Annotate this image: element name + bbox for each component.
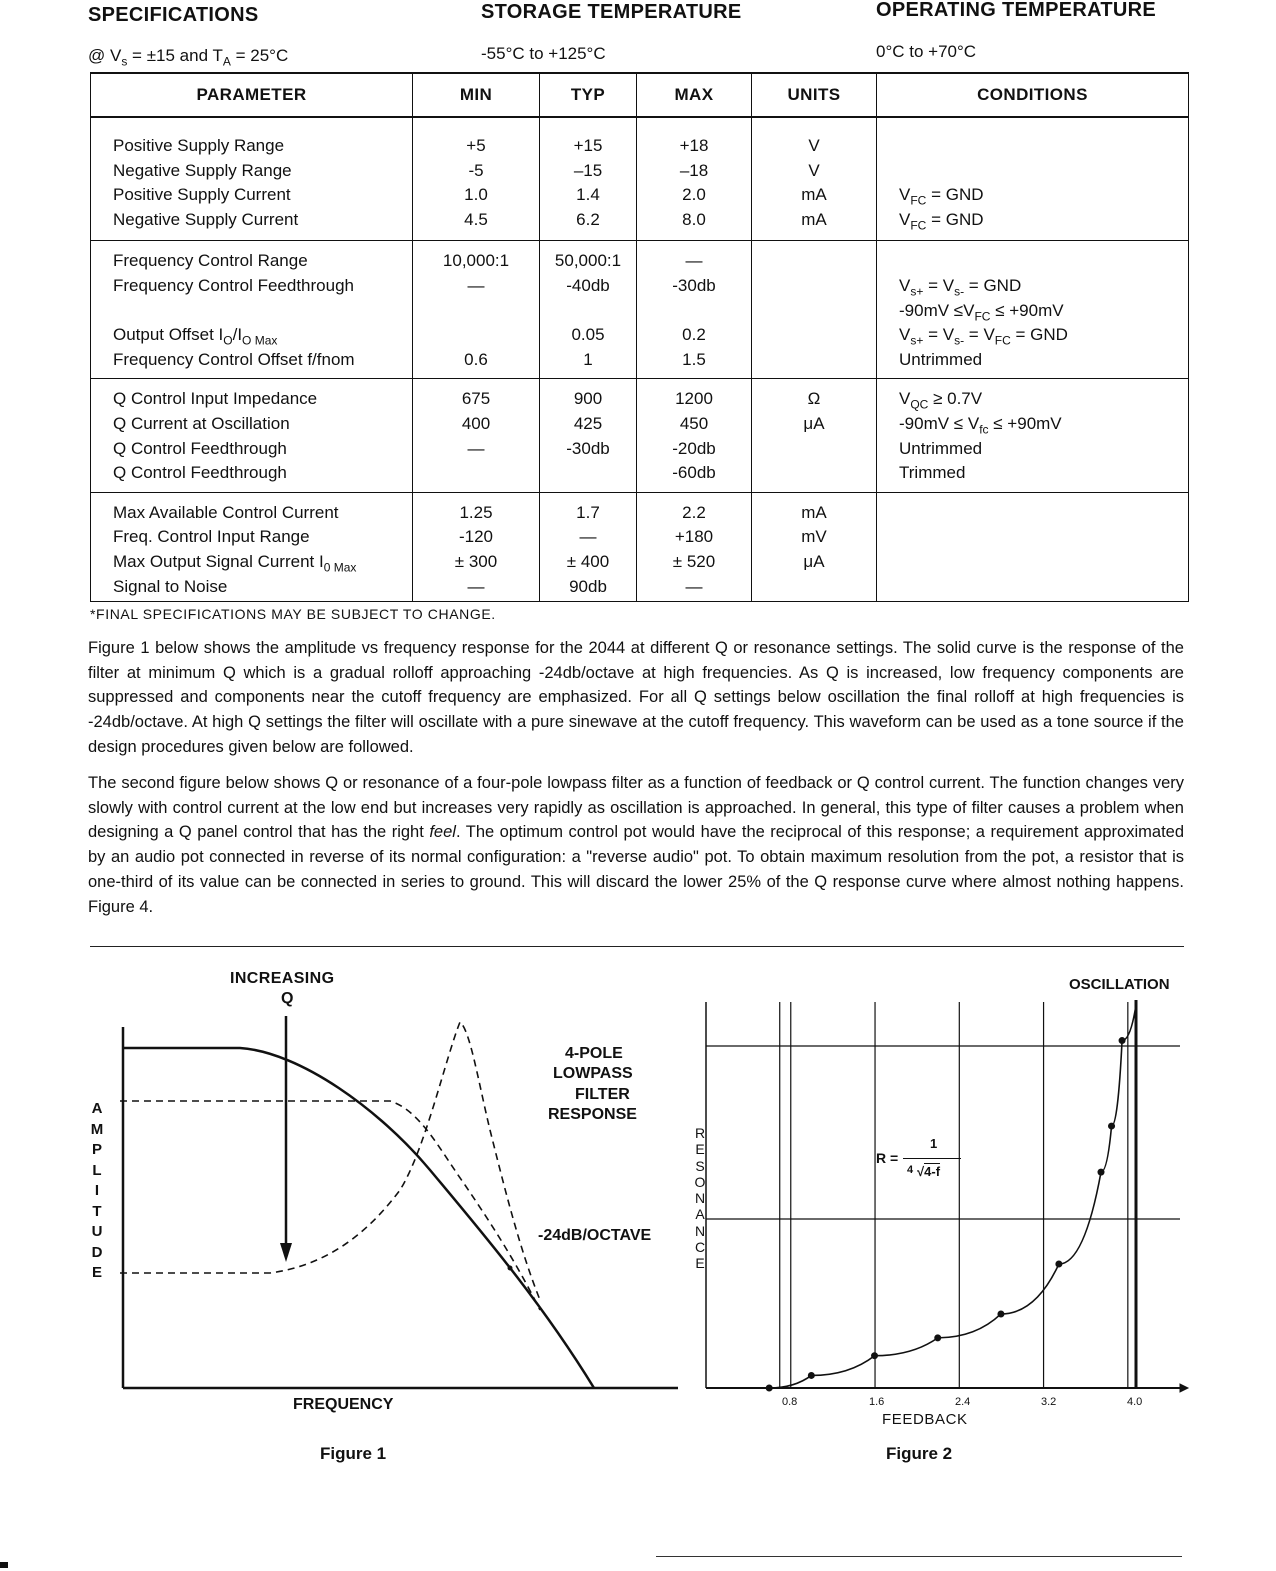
conditions-cell: $V_{QC} \ge 0.7V$ $-90mV \le V_{fc} \le +90mV$ Untrimmed Trimmed: [877, 379, 1189, 492]
units-cell: mA mV μA: [752, 492, 877, 601]
x-tick-label: 0.8: [782, 1396, 798, 1408]
x-tick-label: 4.0: [1127, 1396, 1143, 1408]
data-point: [1055, 1261, 1062, 1268]
typ-cell: 50,000:1 -40db 0.05 1: [540, 241, 637, 379]
min-cell: 10,000:1 — 0.6: [413, 241, 540, 379]
col-typ: TYP: [540, 73, 637, 117]
formula-fraction-bar: [903, 1158, 961, 1159]
specifications-heading: SPECIFICATIONS: [88, 4, 259, 26]
max-cell: 2.2 +180 ± 520 —: [637, 492, 752, 601]
filter-label-line2: LOWPASS: [553, 1065, 633, 1082]
formula-denominator: √4-f: [917, 1164, 941, 1179]
figure-2-caption: Figure 2: [886, 1444, 953, 1463]
formula-numerator: 1: [930, 1136, 938, 1151]
resonance-curve: [720, 1005, 1136, 1388]
param-cell: Frequency Control Range Frequency Control Feedthrough Output Offset $I_O/I_{O Max}$ Frequency Control Offset f/fnom: [91, 241, 413, 379]
data-point: [997, 1310, 1004, 1317]
typ-cell: +15 –15 1.4 6.2: [540, 117, 637, 241]
col-conditions: CONDITIONS: [877, 73, 1189, 117]
param-cell: Q Control Input Impedance Q Current at Oscillation Q Control Feedthrough Q Control Feedthrough: [91, 379, 413, 492]
increasing-q-label-line1: INCREASING: [230, 970, 335, 987]
conditions-cell: $V_{s+} = V_{s-}$ = GND $-90mV \le V_{FC} \le +90mV$ $V_{s+} = V_{s-} = V_{FC}$ = GND Untrimmed: [877, 241, 1189, 379]
paragraph-1: Figure 1 below shows the amplitude vs frequency response for the 2044 at different Q or resonance settings. The solid curve is the response of the filter at minimum Q which is a gradual rolloff approaching -24db/octave at high frequencies. As Q is increased, low frequency components are suppressed and components near the cutoff frequency are emphasized. For all Q settings below oscillation the final rolloff at high frequencies is -24db/octave. At high Q settings the filter will oscillate with a pure sinewave at the cutoff frequency. This waveform can be used as a tone source if the design procedures given below are followed.: [88, 639, 1184, 756]
formula: R =: [876, 1150, 899, 1166]
amplitude-axis-label: A M P L I T U D E: [90, 1100, 104, 1281]
col-units: UNITS: [752, 73, 877, 117]
units-cell: Ω μA: [752, 379, 877, 492]
increasing-q-label-line2: Q: [281, 990, 294, 1007]
oscillation-label: OSCILLATION: [1069, 976, 1170, 993]
max-cell: +18 –18 2.0 8.0: [637, 117, 752, 241]
x-axis-arrowhead: [1180, 1384, 1188, 1392]
units-cell: V V mA mA: [752, 117, 877, 241]
figure-1-caption: Figure 1: [320, 1444, 387, 1463]
filter-label-line4: RESPONSE: [548, 1106, 637, 1123]
param-cell: Positive Supply Range Negative Supply Range Positive Supply Current Negative Supply Current: [91, 117, 413, 241]
min-cell: +5 -5 1.0 4.5: [413, 117, 540, 241]
data-point: [766, 1385, 773, 1392]
feedback-axis-label: FEEDBACK: [882, 1411, 968, 1428]
filter-label-line1: 4-POLE: [565, 1045, 623, 1062]
max-cell: — -30db 0.2 1.5: [637, 241, 752, 379]
min-cell: 675 400 —: [413, 379, 540, 492]
footnote: *FINAL SPECIFICATIONS MAY BE SUBJECT TO CHANGE.: [90, 606, 496, 622]
min-cell: 1.25 -120 ± 300 —: [413, 492, 540, 601]
col-max: MAX: [637, 73, 752, 117]
data-point: [1108, 1123, 1115, 1130]
bottom-rule: [656, 1556, 1182, 1557]
operating-range: 0°C to +70°C: [876, 42, 977, 61]
filter-label-line3: FILTER: [575, 1086, 630, 1103]
x-tick-label: 3.2: [1041, 1396, 1057, 1408]
test-conditions: @ $V_s = \pm 15$ and $T_A = 25^\circ C$: [88, 46, 289, 69]
resonance-axis-label: R E S O N A N C E: [694, 1125, 706, 1272]
typ-cell: 900 425 -30db: [540, 379, 637, 492]
data-point: [934, 1334, 941, 1341]
max-cell: 1200 450 -20db -60db: [637, 379, 752, 492]
storage-range: -55°C to +125°C: [481, 44, 606, 63]
conditions-cell: $V_{FC}$ = GND $V_{FC}$ = GND: [877, 117, 1189, 241]
x-tick-label: 1.6: [869, 1396, 885, 1408]
param-cell: Max Available Control Current Freq. Control Input Range Max Output Signal Current $I_{0 Max}$ Signal to Noise: [91, 492, 413, 601]
formula-radical-index: 4: [907, 1164, 914, 1176]
slope-label: -24dB/OCTAVE: [538, 1227, 652, 1244]
operating-temperature-heading: OPERATING TEMPERATURE: [876, 0, 1157, 21]
corner-mark: [0, 1562, 8, 1568]
col-parameter: PARAMETER: [91, 73, 413, 117]
data-point: [871, 1352, 878, 1359]
frequency-axis-label: FREQUENCY: [293, 1396, 394, 1413]
data-point: [1098, 1169, 1105, 1176]
paragraph-2: The second figure below shows Q or resonance of a four-pole lowpass filter as a function of feedback or Q control current. The function changes very slowly with control current at the low end but increases very rapidly as oscillation is approached. In general, this type of filter causes a problem when designing a Q panel control that has the right feel. The optimum control pot would have the reciprocal of this response; a requirement approximated by an audio pot connected in reverse of its normal configuration: a "reverse audio" pot. To obtain maximum resolution from the pot, a resistor that is one-third of its value can be connected in series to ground. This will discard the lower 25% of the Q response curve where almost nothing happens. Figure 4.: [88, 774, 1185, 916]
typ-cell: 1.7 — ± 400 90db: [540, 492, 637, 601]
data-point: [808, 1372, 815, 1379]
data-point: [1119, 1037, 1126, 1044]
col-min: MIN: [413, 73, 540, 117]
storage-temperature-heading: STORAGE TEMPERATURE: [481, 1, 742, 23]
x-tick-label: 2.4: [955, 1396, 971, 1408]
